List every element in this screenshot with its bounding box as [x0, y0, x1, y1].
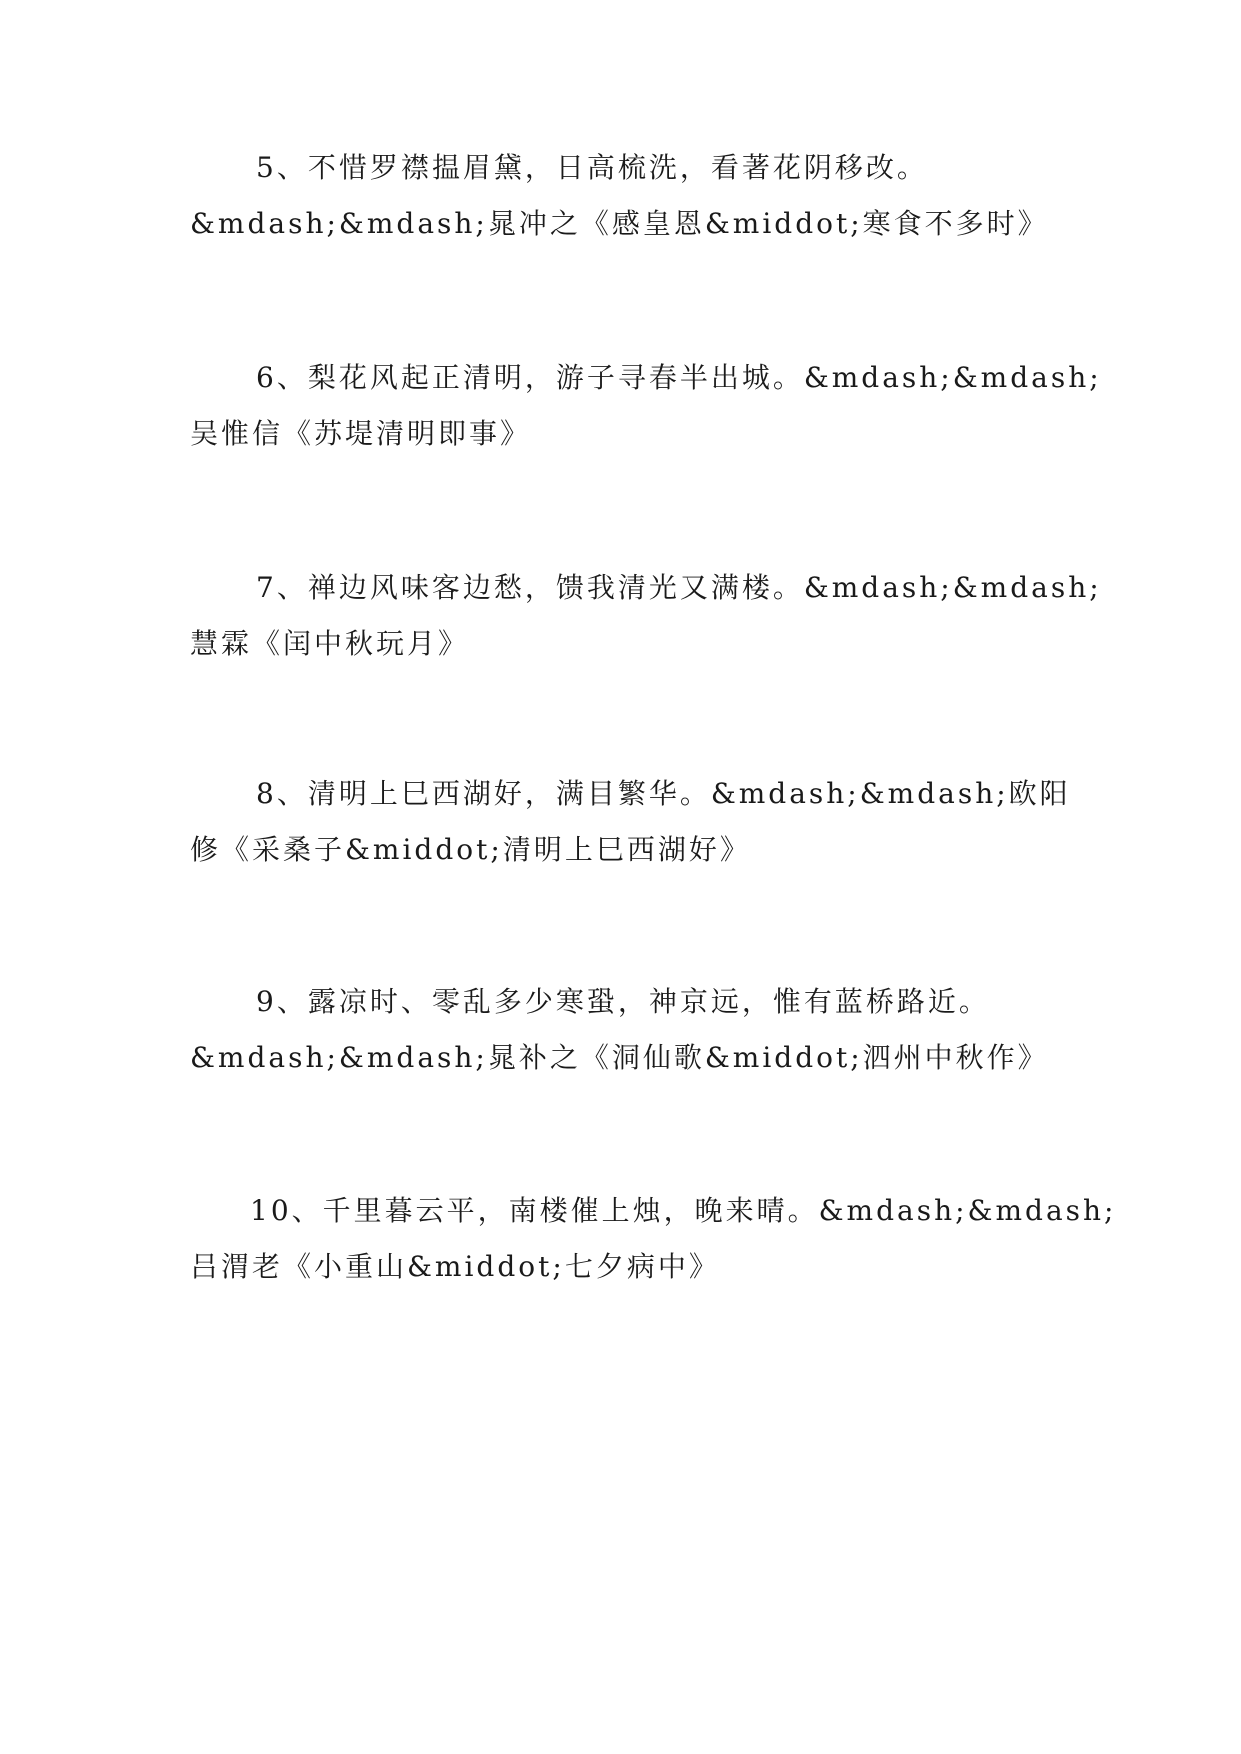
entry-line: 5、不惜罗襟揾眉黛，日高梳洗，看著花阴移改。	[256, 151, 928, 184]
entry-attribution: &mdash;&mdash;晁补之《洞仙歌&middot;泗州中秋作》	[190, 1041, 1049, 1074]
poem-entry-7	[190, 560, 1102, 672]
poem-entry-5	[190, 140, 1050, 252]
entry-attribution: 吴惟信《苏堤清明即事》	[190, 417, 532, 450]
poem-entry-9	[190, 974, 1050, 1086]
entry-line: 8、清明上巳西湖好，满目繁华。&mdash;&mdash;欧阳	[256, 777, 1071, 810]
entry-attribution: 慧霖《闰中秋玩月》	[190, 627, 470, 660]
entry-attribution: 修《采桑子&middot;清明上巳西湖好》	[190, 833, 751, 866]
entry-attribution: &mdash;&mdash;晁冲之《感皇恩&middot;寒食不多时》	[190, 207, 1049, 240]
poem-entry-8	[190, 766, 1071, 878]
entry-line: 9、露凉时、零乱多少寒蛩，神京远，惟有蓝桥路近。	[256, 985, 990, 1018]
entry-line: 7、禅边风味客边愁，馈我清光又满楼。&mdash;&mdash;	[256, 571, 1102, 604]
poem-entry-10	[190, 1183, 1117, 1295]
entry-line: 6、梨花风起正清明，游子寻春半出城。&mdash;&mdash;	[256, 361, 1102, 394]
entry-line: 10、千里暮云平，南楼催上烛，晚来晴。&mdash;&mdash;	[250, 1194, 1117, 1227]
poem-entry-6	[190, 350, 1102, 462]
entry-attribution: 吕渭老《小重山&middot;七夕病中》	[190, 1250, 720, 1283]
